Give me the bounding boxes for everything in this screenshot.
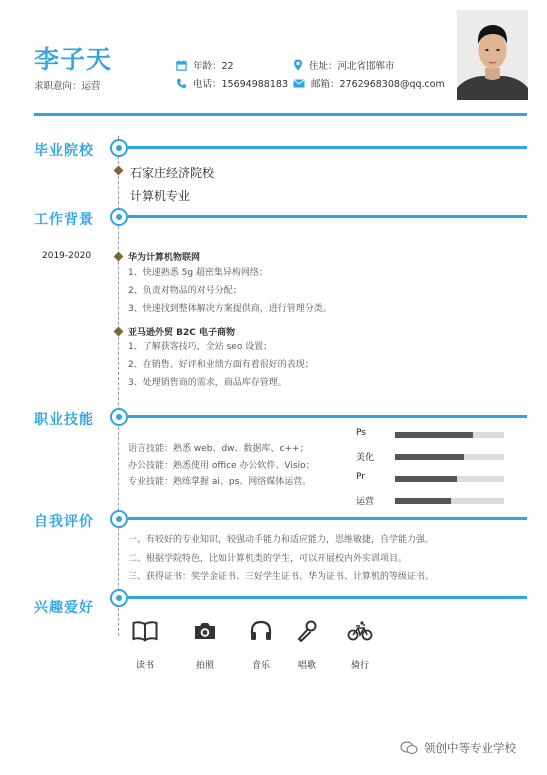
- hobby-cycling: [340, 620, 380, 671]
- timeline-diamond: [114, 327, 124, 337]
- section-divider-skills: [128, 415, 527, 418]
- hobby-reading: [125, 620, 165, 671]
- hobby-label: 音乐: [251, 661, 270, 671]
- skill-line: 专业技能：熟练掌握 ai、ps、网络媒体运营。: [128, 477, 312, 487]
- section-title-education: 毕业院校: [34, 143, 94, 159]
- job-detail-line: 1、快速熟悉 5g 超密集异构网络；: [128, 268, 268, 278]
- address-text: 住址：河北省邯郸市: [309, 61, 395, 72]
- skill-bar-label: 运营: [356, 497, 375, 507]
- skill-bar-label: 美化: [356, 453, 375, 463]
- hobby-label: 拍照: [195, 661, 214, 671]
- section-title-hobbies: 兴趣爱好: [34, 600, 94, 616]
- timeline-diamond: [114, 252, 124, 262]
- watermark: [400, 740, 516, 756]
- hobby-singing: [287, 620, 327, 671]
- company-name: 亚马逊外贸 B2C 电子商物: [128, 328, 235, 338]
- job-detail-line: 3、处理销售商的需求，商品库存管理。: [128, 378, 287, 388]
- skill-bar-label: Ps: [356, 428, 366, 438]
- profile-photo: [457, 10, 528, 100]
- evaluation-line: 二、根据学院特色，比如计算机类的学生，可以开展校内外实训项目。: [128, 553, 408, 564]
- hobby-label: 骑行: [350, 661, 369, 671]
- job-detail-line: 3、快速找到整体解决方案提供商，进行管理分类。: [128, 304, 332, 314]
- section-divider-hobbies: [128, 596, 527, 599]
- job-intent: 求职意向：运营: [34, 81, 101, 92]
- skill-list: [128, 441, 315, 491]
- section-title-skills: 职业技能: [34, 412, 94, 428]
- age-text: 年龄：22: [193, 61, 234, 72]
- skill-line: 语言技能：熟悉 web、dw、数据库、c++；: [128, 444, 309, 454]
- timeline-diamond: [114, 166, 124, 176]
- skill-bar-fill: [395, 432, 473, 438]
- timeline-node-work: [110, 208, 128, 226]
- job-detail-line: 2、负责对物品的对号分配；: [128, 286, 242, 296]
- camera-icon: [193, 620, 217, 642]
- skill-bar-row: [352, 428, 512, 442]
- header-divider: [34, 113, 527, 116]
- watermark-text: 领创中等专业学校: [424, 741, 516, 755]
- hobby-photography: [185, 620, 225, 671]
- skill-line: 办公技能：熟悉使用 office 办公软件、Visio；: [128, 460, 315, 471]
- skill-bar-label: Pr: [356, 472, 365, 482]
- evaluation-line: 一、有较好的专业知识，较强动手能力和适应能力，思维敏捷，自学能力强。: [128, 535, 435, 545]
- skill-bar-track: [395, 476, 504, 482]
- timeline-node-hobbies: [110, 589, 128, 607]
- email-info: [293, 76, 445, 90]
- microphone-icon: [295, 620, 319, 642]
- candidate-name: 李子天: [34, 45, 113, 74]
- evaluation-line: 三、获得证书：奖学金证书、三好学生证书、华为证书、计算机的等级证书。: [128, 572, 435, 582]
- phone-info: [176, 76, 288, 90]
- location-pin-icon: [293, 59, 303, 71]
- job-details: [128, 338, 314, 392]
- section-divider-evaluation: [128, 517, 527, 520]
- hobby-label: 读书: [135, 661, 154, 671]
- hobby-label: 唱歌: [297, 661, 316, 671]
- skill-bar-track: [395, 498, 504, 504]
- skill-bar-row: [352, 450, 512, 464]
- email-text: 邮箱：2762968308@qq.com: [311, 79, 445, 90]
- timeline-node-evaluation: [110, 510, 128, 528]
- evaluation-list: [128, 531, 434, 587]
- skill-bar-track: [395, 432, 504, 438]
- section-divider-work: [128, 215, 527, 218]
- skill-bar-fill: [395, 476, 457, 482]
- company-name: 华为计算机物联网: [128, 253, 201, 263]
- hobby-music: [241, 620, 281, 671]
- section-divider-education: [128, 146, 527, 149]
- book-icon: [132, 620, 158, 642]
- mail-icon: [293, 79, 305, 88]
- skill-bar-track: [395, 454, 504, 460]
- skill-bar-row: [352, 494, 512, 508]
- wechat-icon: [400, 741, 418, 755]
- job-details: [128, 264, 332, 318]
- timeline-node-skills: [110, 408, 128, 426]
- major-name: 计算机专业: [130, 189, 191, 203]
- bicycle-icon: [347, 620, 373, 642]
- section-title-work: 工作背景: [34, 212, 94, 228]
- phone-icon: [176, 78, 187, 89]
- work-date: 2019-2020: [42, 251, 92, 261]
- skill-bar-fill: [395, 454, 464, 460]
- headphones-icon: [249, 620, 273, 642]
- job-detail-line: 1、了解获客技巧，全站 seo 设置；: [128, 342, 273, 352]
- phone-text: 电话：15694988183: [193, 79, 288, 90]
- calendar-icon: [176, 60, 187, 71]
- skill-bar-row: [352, 472, 512, 486]
- age-info: [176, 58, 234, 72]
- school-name: 石家庄经济院校: [130, 166, 215, 180]
- job-detail-line: 2、在销售、好评和业绩方面有着很好的表现；: [128, 360, 314, 370]
- skill-bar-fill: [395, 498, 451, 504]
- skill-bars-panel: [352, 423, 517, 518]
- timeline-node-education: [110, 139, 128, 157]
- address-info: [293, 58, 395, 72]
- section-title-evaluation: 自我评价: [34, 514, 94, 530]
